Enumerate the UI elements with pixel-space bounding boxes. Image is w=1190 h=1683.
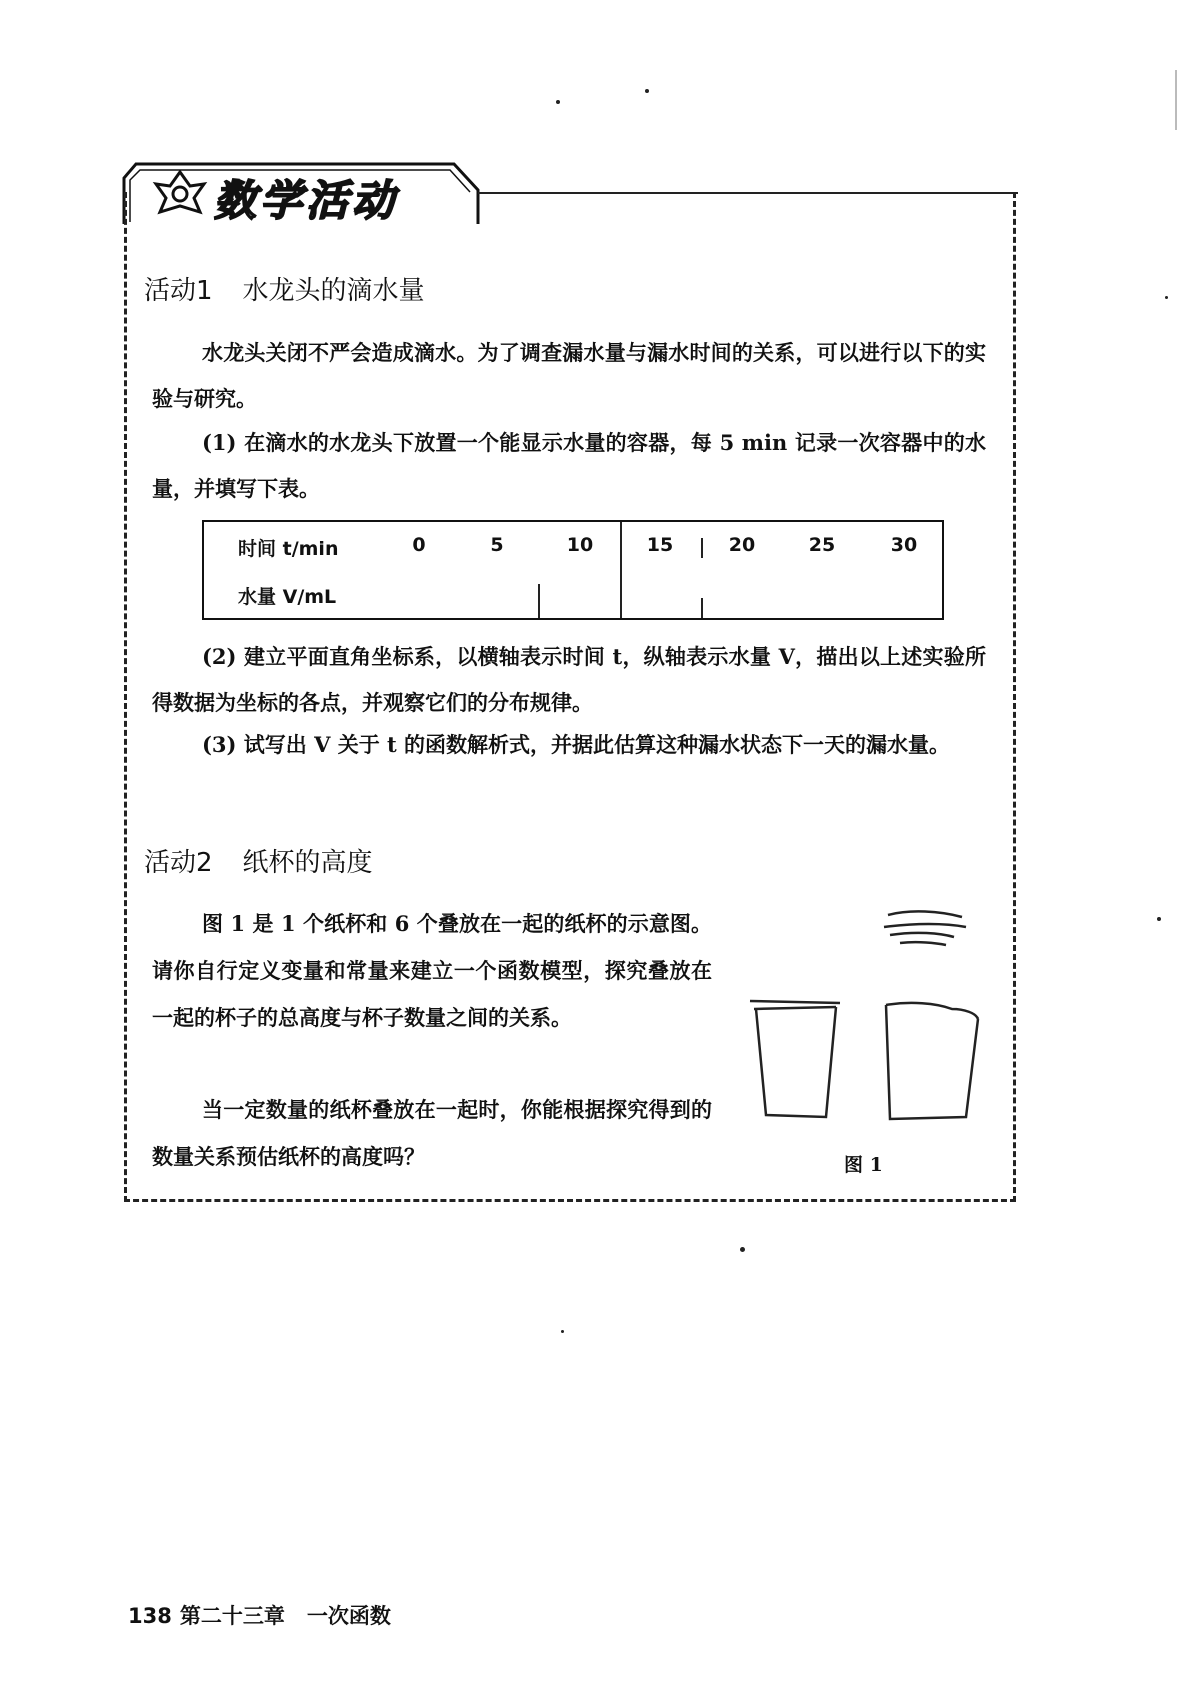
stacked-cups bbox=[884, 911, 978, 1119]
chapter-title: 一次函数 bbox=[306, 1604, 391, 1628]
activity2-name: 纸杯的高度 bbox=[242, 848, 373, 878]
chapter-label: 第二十三章 bbox=[179, 1604, 285, 1628]
single-cup bbox=[750, 1001, 840, 1117]
activity2-number: 活动2 bbox=[144, 848, 213, 878]
time-cell: 25 bbox=[808, 534, 836, 556]
scan-speck bbox=[740, 1247, 745, 1252]
activity2-paragraph-1: 图 1 是 1 个纸杯和 6 个叠放在一起的纸杯的示意图。请你自行定义变量和常量来建立一个函数模型，探究叠放在一起的杯子的总高度与杯子数量之间的关系。 bbox=[152, 911, 712, 1030]
table-divider bbox=[538, 584, 540, 618]
activity1-step1: (1) 在滴水的水龙头下放置一个能显示水量的容器，每 5 min 记录一次容器中的水量，并填写下表。 bbox=[152, 430, 986, 501]
scan-speck bbox=[1175, 70, 1177, 130]
scan-speck bbox=[556, 100, 560, 104]
time-cell: 10 bbox=[566, 534, 594, 556]
table-divider bbox=[701, 538, 703, 558]
activity1-title bbox=[144, 270, 431, 307]
activity2-title bbox=[144, 842, 379, 879]
page-number: 138 bbox=[128, 1604, 172, 1628]
activity1-step2: (2) 建立平面直角坐标系，以横轴表示时间 t，纵轴表示水量 V，描出以上述实验所得数据为坐标的各点，并观察它们的分布规律。 bbox=[152, 644, 986, 715]
time-cell: 5 bbox=[490, 534, 504, 556]
activity2-paragraph-2: 当一定数量的纸杯叠放在一起时，你能根据探究得到的数量关系预估纸杯的高度吗？ bbox=[152, 1097, 712, 1169]
time-row-header: 时间 t/min bbox=[238, 538, 339, 560]
table-divider bbox=[701, 598, 703, 618]
activity1-number: 活动1 bbox=[144, 276, 213, 306]
data-table bbox=[202, 520, 944, 620]
paper-cup-figure bbox=[740, 905, 990, 1185]
time-row bbox=[204, 522, 942, 570]
activity1-step3: (3) 试写出 V 关于 t 的函数解析式，并据此估算这种漏水状态下一天的漏水量。 bbox=[202, 732, 951, 757]
paper-cup-illustration bbox=[740, 905, 990, 1145]
scan-speck bbox=[1165, 296, 1168, 299]
volume-row bbox=[204, 570, 942, 618]
time-cell: 0 bbox=[412, 534, 426, 556]
page-footer bbox=[128, 1600, 391, 1630]
volume-row-header: 水量 V/mL bbox=[238, 586, 337, 608]
time-cell: 15 bbox=[646, 534, 674, 556]
scan-speck bbox=[1157, 917, 1161, 921]
time-cell: 20 bbox=[728, 534, 756, 556]
scan-speck bbox=[645, 89, 649, 93]
scan-speck bbox=[561, 1330, 564, 1333]
activity1-name: 水龙头的滴水量 bbox=[242, 276, 425, 306]
activity1-intro: 水龙头关闭不严会造成滴水。为了调查漏水量与漏水时间的关系，可以进行以下的实验与研究。 bbox=[152, 340, 986, 411]
section-title: 数学活动 bbox=[214, 176, 399, 225]
figure-caption: 图 1 bbox=[844, 1154, 883, 1176]
time-cell: 30 bbox=[890, 534, 918, 556]
table-divider bbox=[620, 522, 622, 618]
